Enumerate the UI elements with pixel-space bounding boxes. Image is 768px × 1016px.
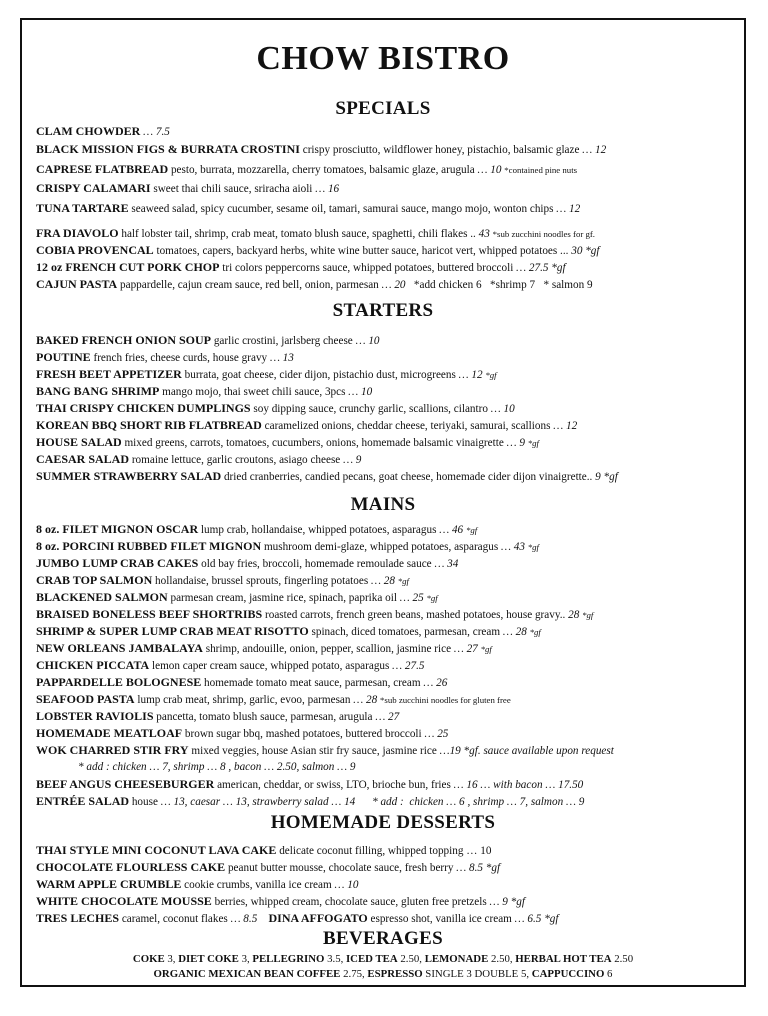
item-price: … 12	[550, 420, 578, 432]
item-price: … 27	[451, 643, 481, 655]
item-price: …19 *gf. sauce available upon request	[436, 745, 614, 757]
menu-item	[36, 777, 583, 792]
beverage-name: COKE	[132, 953, 165, 965]
item-name: PAPPARDELLE BOLOGNESE	[36, 675, 202, 689]
item-desc: old bay fries, broccoli, homemade remoulade sauce	[198, 558, 432, 570]
item-name: BAKED FRENCH ONION SOUP	[36, 333, 212, 347]
menu-page	[20, 18, 746, 987]
beverage-price: SINGLE 3 DOUBLE 5,	[422, 968, 532, 980]
menu-item	[36, 911, 559, 926]
menu-item	[36, 452, 361, 467]
restaurant-title: CHOW BISTRO	[256, 40, 510, 77]
item-note: *gf	[426, 593, 438, 603]
beverage-name: PELLEGRINO	[252, 953, 325, 965]
menu-item	[36, 607, 593, 622]
menu-item	[36, 384, 372, 399]
item-note: *gf	[465, 525, 478, 535]
item-price: 30 *gf	[568, 245, 600, 257]
item-price: … 10	[345, 386, 373, 398]
menu-item	[36, 277, 593, 292]
menu-item	[36, 692, 511, 707]
menu-item	[36, 726, 448, 741]
beverage-price: 2.75,	[340, 968, 368, 980]
item-price: … 10	[474, 164, 505, 176]
item-note: *add chicken 6 *shrimp 7 * salmon 9	[405, 279, 593, 291]
item-desc: half lobster tail, shrimp, crab meat, tomato blush sauce, spaghetti, chili flakes ..	[118, 228, 476, 240]
item-name: CLAM CHOWDER	[36, 124, 141, 138]
item-desc: espresso shot, vanilla ice cream	[367, 913, 512, 925]
menu-item	[36, 201, 580, 216]
menu-item	[36, 162, 577, 177]
addon-text: * add : chicken … 7, shrimp … 8 , bacon … 2.50, salmon … 9	[78, 761, 356, 773]
item-name: TUNA TARTARE	[36, 201, 129, 215]
beverage-price: 2.50,	[397, 953, 425, 965]
item-desc: tomatoes, capers, backyard herbs, white wine butter sauce, haricot vert, whipped potatoes ...	[153, 245, 569, 257]
item-desc: cookie crumbs, vanilla ice cream	[181, 879, 332, 891]
beverage-name: ICED TEA	[345, 953, 398, 965]
item-name: CHICKEN PICCATA	[36, 658, 150, 672]
menu-item	[36, 590, 438, 605]
item-name: POUTINE	[36, 350, 91, 364]
item-desc: lemon caper cream sauce, whipped potato, asparagus	[149, 660, 390, 672]
item-desc: mushroom demi-glaze, whipped potatoes, asparagus	[261, 541, 499, 553]
item-name: HOUSE SALAD	[36, 435, 122, 449]
item-note: *gf	[529, 627, 541, 637]
item-note: *gf	[485, 370, 497, 380]
menu-item	[36, 894, 525, 909]
item-name: CAJUN PASTA	[36, 277, 118, 291]
item-price: 43	[475, 228, 493, 240]
beverage-price: 6	[604, 968, 613, 980]
menu-item	[36, 226, 595, 241]
menu-item	[36, 124, 170, 139]
item-name: HOMEMADE MEATLOAF	[36, 726, 183, 740]
item-name: FRA DIAVOLO	[36, 226, 119, 240]
menu-item	[36, 658, 424, 673]
specials-heading: SPECIALS	[335, 98, 431, 119]
item-desc: crispy prosciutto, wildflower honey, pistachio, balsamic glaze	[299, 144, 580, 156]
menu-item	[36, 556, 458, 571]
item-name: LOBSTER RAVIOLIS	[36, 709, 154, 723]
item-price: … 12	[579, 144, 607, 156]
item-price: … 20	[378, 279, 406, 291]
item-name: JUMBO LUMP CRAB CAKES	[36, 556, 199, 570]
beverage-name: CAPPUCCINO	[531, 968, 605, 980]
item-price: … 8.5 *gf	[453, 862, 501, 874]
item-desc: roasted carrots, french green beans, mashed potatoes, house gravy..	[262, 609, 566, 621]
item-name: 12 oz FRENCH CUT PORK CHOP	[36, 260, 220, 274]
item-name: BLACKENED SALMON	[36, 590, 168, 604]
menu-item	[36, 401, 515, 416]
item-price: … 12	[553, 203, 581, 215]
beverages-line-2	[22, 967, 744, 981]
beverage-name: ESPRESSO	[367, 968, 423, 980]
item-desc: mixed greens, carrots, tomatoes, cucumbers, onions, homemade balsamic vinaigrette	[121, 437, 504, 449]
menu-item	[36, 539, 539, 554]
item-desc: american, cheddar, or swiss, LTO, brioche bun, fries	[214, 779, 451, 791]
item-name: SUMMER STRAWBERRY SALAD	[36, 469, 222, 483]
item-note: *gf	[397, 576, 409, 586]
item-desc: pesto, burrata, mozzarella, cherry tomatoes, balsamic glaze, arugula	[168, 164, 475, 176]
menu-item	[36, 333, 380, 348]
item-name: NEW ORLEANS JAMBALAYA	[36, 641, 203, 655]
beverage-price: 2.50	[611, 953, 634, 965]
beverage-name: HERBAL HOT TEA	[515, 953, 612, 965]
item-price: … 26	[420, 677, 448, 689]
item-note: *sub zucchini noodles for gluten free	[380, 695, 511, 705]
item-price: … 13, caesar … 13, strawberry salad … 14	[157, 796, 356, 808]
item-name: CHOCOLATE FLOURLESS CAKE	[36, 860, 226, 874]
item-price: … 8.5	[227, 913, 258, 925]
item-name: FRESH BEET APPETIZER	[36, 367, 182, 381]
item-name: THAI CRISPY CHICKEN DUMPLINGS	[36, 401, 251, 415]
item-price: … 28	[350, 694, 381, 706]
item-price: … 10	[352, 335, 380, 347]
item-price: … 10	[331, 879, 359, 891]
item-price: … 27.5	[389, 660, 425, 672]
item-desc: soy dipping sauce, crunchy garlic, scallions, cilantro	[250, 403, 488, 415]
menu-item	[36, 367, 497, 382]
item-price: … 16	[312, 183, 340, 195]
beverages-heading: BEVERAGES	[323, 928, 443, 949]
menu-item	[36, 709, 399, 724]
beverage-price: 3.5,	[324, 953, 346, 965]
item-name: CAPRESE FLATBREAD	[36, 162, 169, 176]
item-desc: pappardelle, cajun cream sauce, red bell, onion, parmesan	[117, 279, 379, 291]
item-name: DINA AFFOGATO	[268, 911, 368, 925]
item-name: WARM APPLE CRUMBLE	[36, 877, 182, 891]
item-name: ENTRÉE SALAD	[36, 794, 130, 808]
item-note: *gf	[527, 438, 539, 448]
item-price: … 9 *gf	[486, 896, 525, 908]
menu-item	[36, 794, 584, 809]
menu-item	[36, 522, 477, 537]
menu-item	[36, 675, 447, 690]
item-name: SHRIMP & SUPER LUMP CRAB MEAT RISOTTO	[36, 624, 309, 638]
item-price: 28	[565, 609, 583, 621]
item-name: COBIA PROVENCAL	[36, 243, 154, 257]
mains-heading: MAINS	[350, 494, 416, 515]
item-name: 8 oz. PORCINI RUBBED FILET MIGNON	[36, 539, 262, 553]
item-price: … 9	[503, 437, 528, 449]
item-price: … 34	[431, 558, 459, 570]
item-note: *gf	[480, 644, 492, 654]
item-price: … 43	[498, 541, 528, 553]
item-desc: caramel, coconut flakes	[119, 913, 228, 925]
item-name: BANG BANG SHRIMP	[36, 384, 160, 398]
item-desc: mixed veggies, house Asian stir fry sauce, jasmine rice	[188, 745, 437, 757]
item-price: … 10	[487, 403, 515, 415]
menu-item	[36, 860, 500, 875]
item-note: *gf	[527, 542, 539, 552]
item-name: SEAFOOD PASTA	[36, 692, 135, 706]
menu-item	[36, 260, 566, 275]
item-price: … 12	[455, 369, 486, 381]
menu-item	[36, 573, 409, 588]
item-name: WOK CHARRED STIR FRY	[36, 743, 189, 757]
menu-item	[36, 243, 600, 258]
stirfry-addons	[78, 760, 356, 774]
item-note: * add : chicken … 6 , shrimp … 7, salmon … 9	[355, 796, 585, 808]
item-price: … 6.5 *gf	[511, 913, 559, 925]
menu-item	[36, 624, 541, 639]
item-name: WHITE CHOCOLATE MOUSSE	[36, 894, 212, 908]
beverage-price: 3,	[238, 953, 253, 965]
beverages-line-1	[22, 952, 744, 966]
item-desc: homemade tomato meat sauce, parmesan, cream	[201, 677, 421, 689]
item-price: … 27	[372, 711, 400, 723]
item-note: *contained pine nuts	[504, 165, 578, 175]
menu-item	[36, 418, 577, 433]
desserts-heading: HOMEMADE DESSERTS	[270, 812, 496, 833]
starters-heading: STARTERS	[332, 300, 434, 321]
item-desc: dried cranberries, candied pecans, goat cheese, homemade cider dijon vinaigrette..	[221, 471, 593, 483]
item-name: BLACK MISSION FIGS & BURRATA CROSTINI	[36, 142, 300, 156]
item-price: … 46	[436, 524, 466, 536]
item-price: … 28	[368, 575, 398, 587]
item-price: … 13	[267, 352, 294, 364]
menu-item	[36, 843, 491, 858]
item-desc: lump crab, hollandaise, whipped potatoes, asparagus	[198, 524, 437, 536]
item-desc: berries, whipped cream, chocolate sauce, gluten free pretzels	[211, 896, 487, 908]
item-name: CRAB TOP SALMON	[36, 573, 153, 587]
menu-item	[36, 350, 294, 365]
item-desc: caramelized onions, cheddar cheese, teriyaki, samurai, scallions	[261, 420, 551, 432]
item-desc: brown sugar bbq, mashed potatoes, buttered broccoli	[182, 728, 422, 740]
beverage-name: DIET COKE	[178, 953, 239, 965]
item-price: … 27.5 *gf	[513, 262, 566, 274]
item-name: BEEF ANGUS CHEESEBURGER	[36, 777, 215, 791]
item-desc: house	[129, 796, 158, 808]
item-price: 9 *gf	[592, 471, 618, 483]
item-desc: tri colors peppercorns sauce, whipped potatoes, buttered broccoli	[219, 262, 514, 274]
item-desc: burrata, goat cheese, cider dijon, pistachio dust, microgreens	[181, 369, 456, 381]
item-desc: peanut butter mousse, chocolate sauce, fresh berry	[225, 862, 454, 874]
item-name: KOREAN BBQ SHORT RIB FLATBREAD	[36, 418, 262, 432]
menu-item	[36, 743, 614, 758]
item-desc: sweet thai chili sauce, sriracha aioli	[150, 183, 313, 195]
menu-item	[36, 469, 618, 484]
item-desc: parmesan cream, jasmine rice, spinach, paprika oil	[167, 592, 397, 604]
beverage-name: LEMONADE	[424, 953, 489, 965]
item-name: BRAISED BONELESS BEEF SHORTRIBS	[36, 607, 263, 621]
item-name: CRISPY CALAMARI	[36, 181, 151, 195]
item-price: … 7.5	[143, 126, 170, 138]
item-desc: delicate coconut filling, whipped topping … 10	[276, 845, 492, 857]
menu-item	[36, 877, 358, 892]
item-name: CAESAR SALAD	[36, 452, 130, 466]
item-price: … 25	[396, 592, 427, 604]
menu-item	[36, 641, 492, 656]
item-desc: french fries, cheese curds, house gravy	[90, 352, 268, 364]
item-price: … 16 … with bacon … 17.50	[450, 779, 584, 791]
menu-item	[36, 435, 539, 450]
menu-item	[36, 142, 606, 157]
item-desc: lump crab meat, shrimp, garlic, evoo, parmesan	[134, 694, 351, 706]
item-desc: seaweed salad, spicy cucumber, sesame oil, tamari, samurai sauce, mango mojo, wonton chips	[128, 203, 554, 215]
item-desc: hollandaise, brussel sprouts, fingerling potatoes	[152, 575, 369, 587]
item-note: *sub zucchini noodles for gf.	[492, 229, 596, 239]
item-desc: spinach, diced tomatoes, parmesan, cream	[308, 626, 501, 638]
item-name: TRES LECHES	[36, 911, 120, 925]
item-desc: shrimp, andouille, onion, pepper, scallion, jasmine rice	[202, 643, 452, 655]
item-price: … 28	[500, 626, 530, 638]
item-price: … 9	[340, 454, 362, 466]
item-desc: mango mojo, thai sweet chili sauce, 3pcs	[159, 386, 346, 398]
item-price: … 25	[421, 728, 449, 740]
menu-item	[36, 181, 339, 196]
item-desc: garlic crostini, jarlsberg cheese	[211, 335, 353, 347]
beverage-price: 2.50,	[488, 953, 516, 965]
beverage-name: ORGANIC MEXICAN BEAN COFFEE	[153, 968, 341, 980]
item-note: *gf	[582, 610, 594, 620]
item-name: THAI STYLE MINI COCONUT LAVA CAKE	[36, 843, 277, 857]
item-name: 8 oz. FILET MIGNON OSCAR	[36, 522, 199, 536]
item-desc: romaine lettuce, garlic croutons, asiago cheese	[129, 454, 341, 466]
beverage-price: 3,	[164, 953, 179, 965]
item-desc: pancetta, tomato blush sauce, parmesan, arugula	[153, 711, 373, 723]
